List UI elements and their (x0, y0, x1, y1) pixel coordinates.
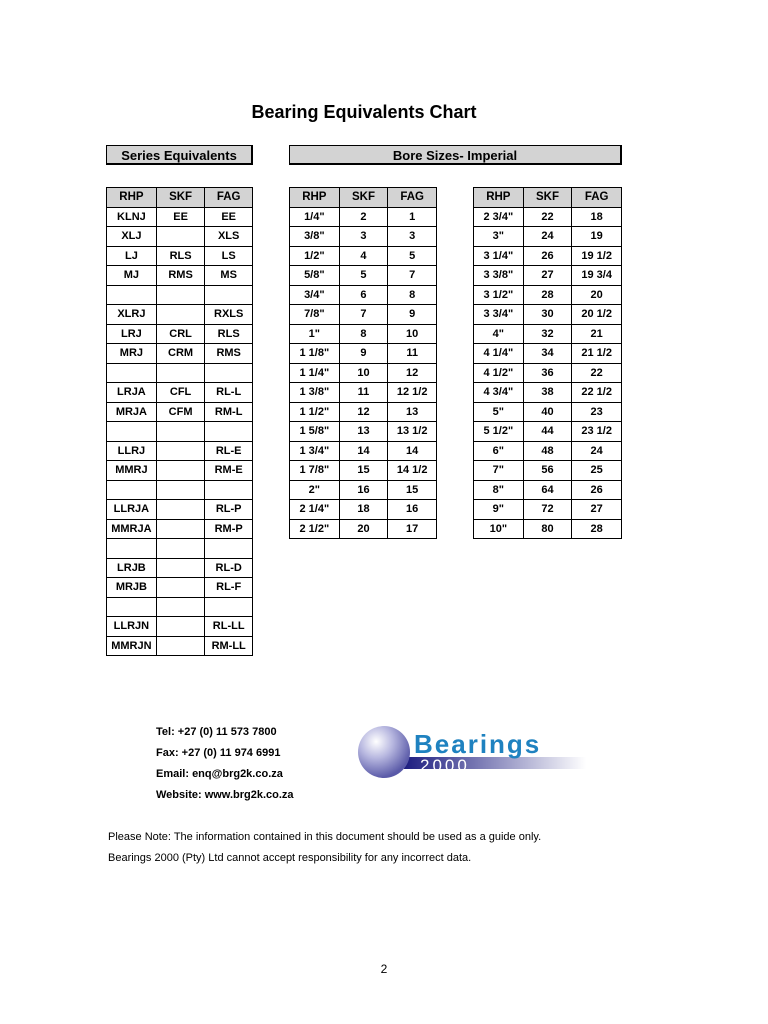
table-row (290, 363, 437, 383)
table-cell: 28 (523, 285, 572, 305)
table-cell: LLRJ (107, 441, 157, 461)
table-cell: 38 (523, 383, 572, 403)
table-cell: 17 (388, 519, 437, 539)
series-equivalents-table (106, 187, 253, 656)
table-cell: 9" (474, 500, 524, 520)
table-row (107, 285, 253, 305)
table-cell: 9 (388, 305, 437, 325)
table-cell: 6" (474, 441, 524, 461)
contact-website: Website: www.brg2k.co.za (156, 789, 294, 801)
table-cell (156, 617, 205, 637)
table-cell: 3/4" (290, 285, 340, 305)
table-cell: RL-F (205, 578, 253, 598)
table-cell: 27 (523, 266, 572, 286)
table-cell: 19 1/2 (572, 246, 622, 266)
table-row (474, 285, 622, 305)
table-cell: 4 3/4" (474, 383, 524, 403)
table-cell: 56 (523, 461, 572, 481)
table-cell: 22 (572, 363, 622, 383)
table-cell: 1/4" (290, 207, 340, 227)
table-cell: 6 (339, 285, 388, 305)
table-cell: RXLS (205, 305, 253, 325)
table-cell (205, 539, 253, 559)
table-cell: 1 (388, 207, 437, 227)
table-cell: 80 (523, 519, 572, 539)
table-cell: EE (156, 207, 205, 227)
table-cell: 25 (572, 461, 622, 481)
table-row (107, 227, 253, 247)
table-cell: 48 (523, 441, 572, 461)
table-row (290, 305, 437, 325)
column-header: FAG (572, 188, 622, 208)
table-cell (156, 578, 205, 598)
table-cell: 13 1/2 (388, 422, 437, 442)
table-cell: RLS (205, 324, 253, 344)
table-cell: MMRJA (107, 519, 157, 539)
table-cell: 1 1/2" (290, 402, 340, 422)
table-cell (107, 539, 157, 559)
table-cell: RL-P (205, 500, 253, 520)
table-cell: 16 (339, 480, 388, 500)
table-row (474, 519, 622, 539)
table-row (290, 480, 437, 500)
table-row (107, 597, 253, 617)
table-row (474, 441, 622, 461)
table-row (290, 266, 437, 286)
table-row (474, 383, 622, 403)
table-cell: 1 7/8" (290, 461, 340, 481)
table-cell (156, 227, 205, 247)
table-row (290, 383, 437, 403)
note-line-1: Please Note: The information contained in this document should be used as a guide only. (108, 831, 542, 843)
table-cell: 11 (339, 383, 388, 403)
table-cell: MRJA (107, 402, 157, 422)
table-header-row (474, 188, 622, 208)
table-row (107, 305, 253, 325)
table-cell: 34 (523, 344, 572, 364)
table-cell: 1/2" (290, 246, 340, 266)
table-cell: 14 (339, 441, 388, 461)
table-row (474, 363, 622, 383)
table-cell: MRJB (107, 578, 157, 598)
table-cell (156, 519, 205, 539)
table-cell: 1 5/8" (290, 422, 340, 442)
table-cell: 10" (474, 519, 524, 539)
table-header-row (290, 188, 437, 208)
table-cell: 2 (339, 207, 388, 227)
table-row (107, 441, 253, 461)
table-cell (107, 285, 157, 305)
column-header: SKF (156, 188, 205, 208)
table-cell (205, 597, 253, 617)
table-cell: 4 (339, 246, 388, 266)
table-cell (156, 422, 205, 442)
table-cell: 14 (388, 441, 437, 461)
table-row (107, 383, 253, 403)
table-cell: 15 (388, 480, 437, 500)
table-row (107, 480, 253, 500)
column-header: RHP (107, 188, 157, 208)
table-cell (107, 480, 157, 500)
table-row (474, 480, 622, 500)
table-cell (156, 305, 205, 325)
table-row (290, 344, 437, 364)
table-row (107, 324, 253, 344)
table-cell: 44 (523, 422, 572, 442)
column-header: FAG (205, 188, 253, 208)
table-row (290, 246, 437, 266)
table-cell (156, 500, 205, 520)
table-cell: 9 (339, 344, 388, 364)
table-cell: 5/8" (290, 266, 340, 286)
table-cell: RL-D (205, 558, 253, 578)
table-cell: 13 (388, 402, 437, 422)
table-cell: LRJA (107, 383, 157, 403)
table-row (107, 266, 253, 286)
table-cell: LLRJN (107, 617, 157, 637)
table-cell: 8 (339, 324, 388, 344)
table-row (107, 636, 253, 656)
table-cell: 24 (523, 227, 572, 247)
table-row (290, 402, 437, 422)
table-header-row (107, 188, 253, 208)
table-cell: LS (205, 246, 253, 266)
table-cell: 1 1/8" (290, 344, 340, 364)
table-row (474, 422, 622, 442)
table-cell: LRJB (107, 558, 157, 578)
table-cell: 4" (474, 324, 524, 344)
table-cell: 10 (388, 324, 437, 344)
table-cell (156, 285, 205, 305)
table-cell: RL-E (205, 441, 253, 461)
table-row (474, 500, 622, 520)
table-row (107, 246, 253, 266)
table-cell: RM-E (205, 461, 253, 481)
table-row (290, 207, 437, 227)
table-row (107, 402, 253, 422)
table-cell (156, 461, 205, 481)
table-row (290, 519, 437, 539)
page-number: 2 (380, 962, 388, 976)
table-cell: CFM (156, 402, 205, 422)
table-row (474, 402, 622, 422)
table-cell: 10 (339, 363, 388, 383)
table-cell: 1 3/8" (290, 383, 340, 403)
table-row (107, 344, 253, 364)
table-cell: 5 (388, 246, 437, 266)
table-cell: 20 (572, 285, 622, 305)
table-cell (156, 636, 205, 656)
disclaimer-note (108, 827, 541, 869)
table-cell (107, 363, 157, 383)
table-cell: 21 (572, 324, 622, 344)
table-cell: 23 1/2 (572, 422, 622, 442)
table-cell: 13 (339, 422, 388, 442)
table-cell: 3 3/8" (474, 266, 524, 286)
table-cell: RL-LL (205, 617, 253, 637)
table-row (474, 266, 622, 286)
table-row (107, 558, 253, 578)
table-cell (156, 441, 205, 461)
table-row (107, 422, 253, 442)
table-cell (205, 363, 253, 383)
table-cell: LLRJA (107, 500, 157, 520)
table-cell: RM-P (205, 519, 253, 539)
table-cell: 3 (388, 227, 437, 247)
table-cell (156, 558, 205, 578)
table-row (107, 461, 253, 481)
series-equivalents-header: Series Equivalents (106, 145, 253, 165)
table-row (290, 422, 437, 442)
table-cell: 7 (339, 305, 388, 325)
table-cell: 2 1/2" (290, 519, 340, 539)
table-row (290, 500, 437, 520)
table-cell: 20 1/2 (572, 305, 622, 325)
table-cell: 12 (339, 402, 388, 422)
table-row (474, 246, 622, 266)
table-cell: 11 (388, 344, 437, 364)
table-cell: 32 (523, 324, 572, 344)
table-cell: MJ (107, 266, 157, 286)
table-row (474, 324, 622, 344)
logo-word: Bearings (414, 729, 542, 759)
table-cell: XLS (205, 227, 253, 247)
table-cell: 7/8" (290, 305, 340, 325)
table-cell: 16 (388, 500, 437, 520)
table-cell: RMS (156, 266, 205, 286)
table-row (290, 285, 437, 305)
table-cell: 22 1/2 (572, 383, 622, 403)
table-cell (205, 285, 253, 305)
table-cell: 24 (572, 441, 622, 461)
table-cell: RM-L (205, 402, 253, 422)
table-cell: 1 1/4" (290, 363, 340, 383)
table-cell: 3/8" (290, 227, 340, 247)
table-cell: 7" (474, 461, 524, 481)
table-cell: 5 1/2" (474, 422, 524, 442)
table-cell: 3 (339, 227, 388, 247)
table-cell: 40 (523, 402, 572, 422)
table-cell: 19 (572, 227, 622, 247)
table-cell: 21 1/2 (572, 344, 622, 364)
table-cell: 2" (290, 480, 340, 500)
table-cell: MS (205, 266, 253, 286)
table-cell: 28 (572, 519, 622, 539)
table-cell: 3 1/2" (474, 285, 524, 305)
column-header: RHP (290, 188, 340, 208)
table-cell: 26 (572, 480, 622, 500)
table-row (107, 500, 253, 520)
table-cell: 14 1/2 (388, 461, 437, 481)
table-cell (156, 480, 205, 500)
table-cell (107, 422, 157, 442)
table-cell (156, 539, 205, 559)
bore-sizes-header: Bore Sizes- Imperial (289, 145, 622, 165)
table-cell: 12 (388, 363, 437, 383)
table-cell: LJ (107, 246, 157, 266)
table-row (107, 617, 253, 637)
table-cell: 22 (523, 207, 572, 227)
table-cell: RMS (205, 344, 253, 364)
table-cell: 5 (339, 266, 388, 286)
table-cell: 2 3/4" (474, 207, 524, 227)
table-cell: 26 (523, 246, 572, 266)
table-row (107, 578, 253, 598)
table-cell: LRJ (107, 324, 157, 344)
table-cell: 19 3/4 (572, 266, 622, 286)
table-cell: MMRJN (107, 636, 157, 656)
table-cell (107, 597, 157, 617)
table-cell: RL-L (205, 383, 253, 403)
bore-sizes-table-1 (289, 187, 437, 539)
table-row (474, 305, 622, 325)
column-header: SKF (339, 188, 388, 208)
note-line-2: Bearings 2000 (Pty) Ltd cannot accept responsibility for any incorrect data. (108, 852, 472, 864)
table-cell: XLRJ (107, 305, 157, 325)
table-cell: KLNJ (107, 207, 157, 227)
table-cell: MRJ (107, 344, 157, 364)
table-cell: 7 (388, 266, 437, 286)
table-cell: 4 1/4" (474, 344, 524, 364)
table-cell: 4 1/2" (474, 363, 524, 383)
table-cell: 3 3/4" (474, 305, 524, 325)
contact-tel: Tel: +27 (0) 11 573 7800 (156, 726, 277, 738)
table-cell: 2 1/4" (290, 500, 340, 520)
table-cell: 12 1/2 (388, 383, 437, 403)
logo-number: 2000 (420, 756, 470, 775)
table-cell: 1" (290, 324, 340, 344)
table-cell: CRL (156, 324, 205, 344)
table-cell: XLJ (107, 227, 157, 247)
table-row (290, 461, 437, 481)
table-cell (156, 597, 205, 617)
table-cell: 15 (339, 461, 388, 481)
logo-sphere-icon (358, 726, 410, 778)
table-cell: 72 (523, 500, 572, 520)
column-header: SKF (523, 188, 572, 208)
table-cell (205, 422, 253, 442)
table-cell: 20 (339, 519, 388, 539)
table-row (290, 441, 437, 461)
bearings-2000-logo (356, 724, 588, 780)
table-cell (156, 363, 205, 383)
column-header: RHP (474, 188, 524, 208)
table-cell: 18 (339, 500, 388, 520)
table-cell: RM-LL (205, 636, 253, 656)
column-header: FAG (388, 188, 437, 208)
table-cell: MMRJ (107, 461, 157, 481)
table-row (474, 344, 622, 364)
table-cell: 23 (572, 402, 622, 422)
table-cell: 18 (572, 207, 622, 227)
table-row (474, 461, 622, 481)
table-cell: 8" (474, 480, 524, 500)
table-cell: RLS (156, 246, 205, 266)
contact-info (156, 724, 294, 808)
contact-fax: Fax: +27 (0) 11 974 6991 (156, 747, 281, 759)
table-cell: 27 (572, 500, 622, 520)
table-cell: CFL (156, 383, 205, 403)
page-title: Bearing Equivalents Chart (251, 102, 477, 122)
table-cell: EE (205, 207, 253, 227)
table-row (107, 207, 253, 227)
table-row (474, 227, 622, 247)
table-cell: 64 (523, 480, 572, 500)
table-row (474, 207, 622, 227)
table-row (107, 363, 253, 383)
table-row (107, 539, 253, 559)
table-row (290, 227, 437, 247)
table-cell: 1 3/4" (290, 441, 340, 461)
table-cell (205, 480, 253, 500)
table-cell: CRM (156, 344, 205, 364)
table-row (290, 324, 437, 344)
table-cell: 3" (474, 227, 524, 247)
table-cell: 30 (523, 305, 572, 325)
table-row (107, 519, 253, 539)
table-cell: 8 (388, 285, 437, 305)
bore-sizes-table-2 (473, 187, 622, 539)
table-cell: 5" (474, 402, 524, 422)
table-cell: 36 (523, 363, 572, 383)
table-cell: 3 1/4" (474, 246, 524, 266)
contact-email: Email: enq@brg2k.co.za (156, 768, 283, 780)
